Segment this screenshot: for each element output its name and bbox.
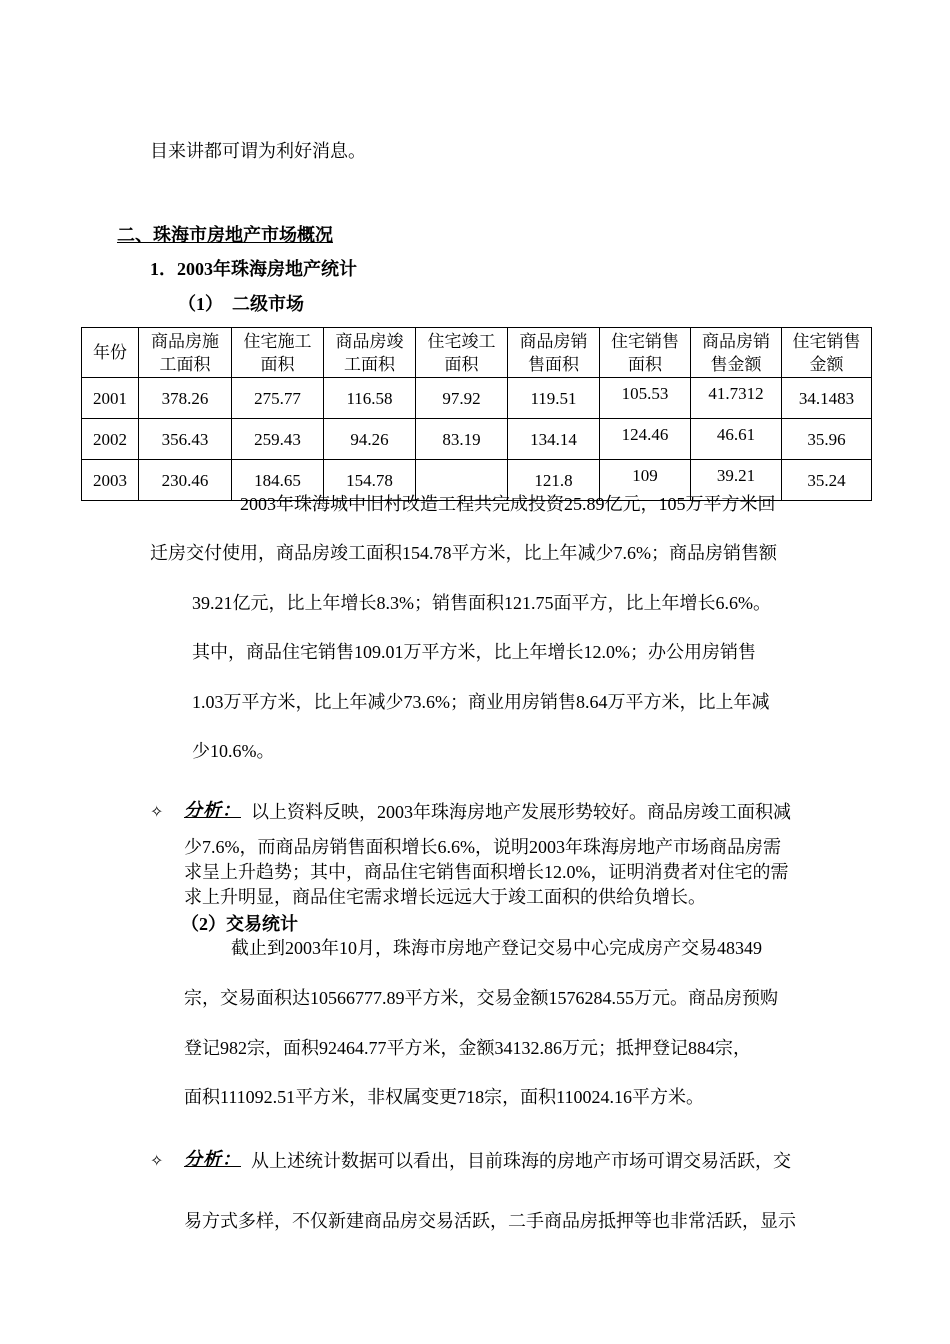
header-cell: 商品房销 售面积 xyxy=(508,328,600,378)
table-cell: 109 xyxy=(600,460,691,501)
table-cell: 356.43 xyxy=(139,419,232,460)
table-cell: 105.53 xyxy=(600,378,691,419)
table-cell: 378.26 xyxy=(139,378,232,419)
table-row xyxy=(82,378,872,419)
paragraph-line: 1.03万平方米，比上年减少73.6%；商业用房销售8.64万平方米，比上年减 xyxy=(192,692,770,712)
paragraph-line: 宗，交易面积达10566777.89平方米，交易金额1576284.55万元。商品房预购 xyxy=(184,988,778,1008)
paragraph-line: 其中，商品住宅销售109.01万平方米，比上年增长12.0%；办公用房销售 xyxy=(192,642,756,662)
table-cell: 119.51 xyxy=(508,378,600,419)
table-cell: 97.92 xyxy=(416,378,508,419)
header-cell: 商品房施 工面积 xyxy=(139,328,232,378)
header-cell: 住宅竣工 面积 xyxy=(416,328,508,378)
paragraph-line: 2003年珠海城中旧村改造工程共完成投资25.89亿元，105万平方米回 xyxy=(240,494,776,514)
table-cell: 275.77 xyxy=(232,378,324,419)
header-cell: 住宅销售 金额 xyxy=(782,328,872,378)
table-cell: 46.61 xyxy=(691,419,782,460)
table-header-row xyxy=(82,328,872,378)
table-cell: 124.46 xyxy=(600,419,691,460)
analysis-label: 分析： xyxy=(184,1149,241,1169)
table-cell: 2002 xyxy=(82,419,139,460)
header-cell: 商品房销 售金额 xyxy=(691,328,782,378)
header-cell: 住宅销售 面积 xyxy=(600,328,691,378)
table-cell: 2003 xyxy=(82,460,139,501)
market-statistics-table xyxy=(81,327,872,501)
table-cell: 94.26 xyxy=(324,419,416,460)
table-cell: 34.1483 xyxy=(782,378,872,419)
paragraph-line: 迁房交付使用，商品房竣工面积154.78平方米，比上年减少7.6%；商品房销售额 xyxy=(150,543,777,563)
table-cell: 116.58 xyxy=(324,378,416,419)
section-heading: 二、珠海市房地产市场概况 xyxy=(117,225,333,245)
intro-line: 目来讲都可谓为利好消息。 xyxy=(150,141,366,161)
bullet-diamond-icon: ✧ xyxy=(150,802,164,821)
table-cell: 35.96 xyxy=(782,419,872,460)
table-cell: 39.21 xyxy=(691,460,782,501)
analysis-line: 以上资料反映，2003年珠海房地产发展形势较好。商品房竣工面积减 xyxy=(251,802,791,822)
analysis-line: 易方式多样，不仅新建商品房交易活跃，二手商品房抵押等也非常活跃，显示 xyxy=(184,1211,796,1231)
table-cell: 83.19 xyxy=(416,419,508,460)
table-cell: 121.8 xyxy=(508,460,600,501)
analysis-line: 求上升明显，商品住宅需求增长远远大于竣工面积的供给负增长。 xyxy=(184,887,706,907)
transaction-heading: （2）交易统计 xyxy=(181,914,298,934)
paragraph-line: 登记982宗，面积92464.77平方米，金额34132.86万元；抵押登记884宗， xyxy=(184,1038,751,1058)
paragraph-line: 面积111092.51平方米，非权属变更718宗，面积110024.16平方米。 xyxy=(184,1087,704,1107)
table-cell: 41.7312 xyxy=(691,378,782,419)
paragraph-line: 少10.6%。 xyxy=(192,741,275,761)
header-cell: 年份 xyxy=(82,328,139,378)
subsection-heading: 1．2003年珠海房地产统计 xyxy=(150,259,357,279)
header-cell: 商品房竣 工面积 xyxy=(324,328,416,378)
analysis-line: 从上述统计数据可以看出，目前珠海的房地产市场可谓交易活跃，交 xyxy=(251,1151,791,1171)
paragraph-line: 39.21亿元，比上年增长8.3%；销售面积121.75面平方，比上年增长6.6%。 xyxy=(192,593,771,613)
table-row xyxy=(82,419,872,460)
secondary-market-heading: （1） 二级市场 xyxy=(178,294,304,314)
paragraph-line: 截止到2003年10月，珠海市房地产登记交易中心完成房产交易48349 xyxy=(231,938,762,958)
table-cell: 134.14 xyxy=(508,419,600,460)
table-cell: 230.46 xyxy=(139,460,232,501)
table-cell: 259.43 xyxy=(232,419,324,460)
table-cell: 154.78 xyxy=(324,460,416,501)
table-cell: 184.65 xyxy=(232,460,324,501)
table-cell: 2001 xyxy=(82,378,139,419)
analysis-line: 求呈上升趋势；其中，商品住宅销售面积增长12.0%，证明消费者对住宅的需 xyxy=(184,862,789,882)
bullet-diamond-icon: ✧ xyxy=(150,1151,164,1170)
table-cell: 35.24 xyxy=(782,460,872,501)
analysis-line: 少7.6%，而商品房销售面积增长6.6%，说明2003年珠海房地产市场商品房需 xyxy=(184,837,781,857)
analysis-label: 分析： xyxy=(184,800,241,820)
header-cell: 住宅施工 面积 xyxy=(232,328,324,378)
